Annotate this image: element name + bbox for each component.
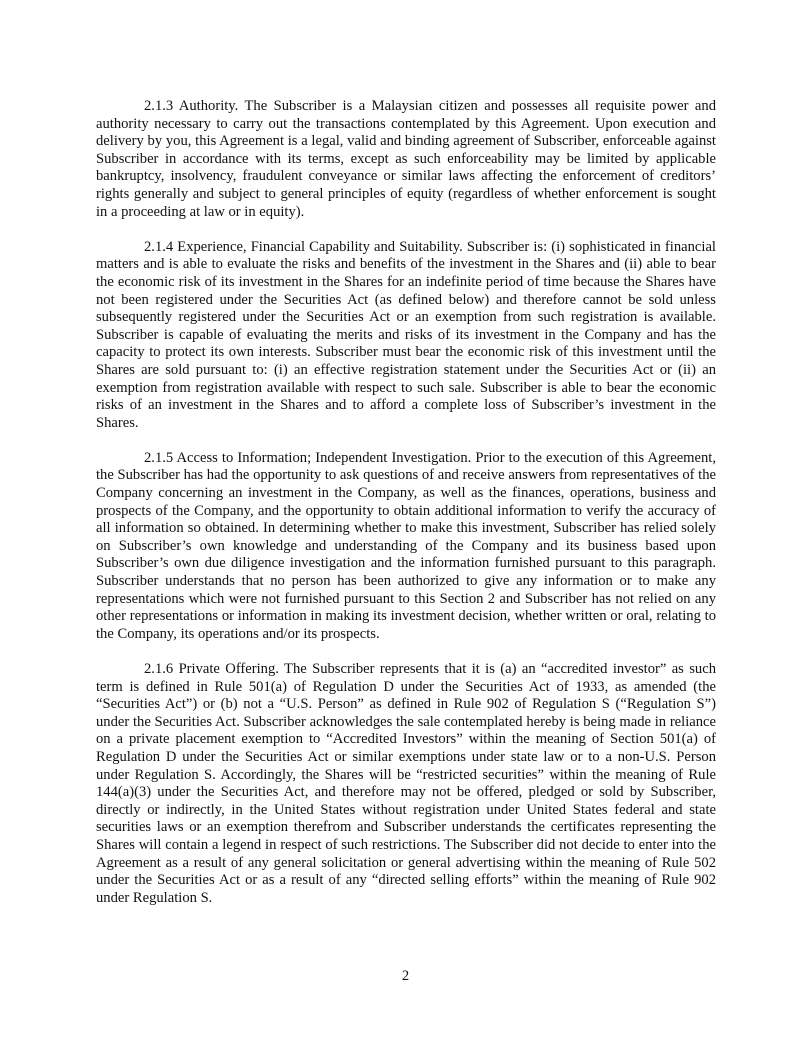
paragraph-2-1-4: 2.1.4 Experience, Financial Capability and Suitability. Subscriber is: (i) sophisticated in financial matters and is able to evaluate the risks and benefits of the investment in the Shares and (ii) able to bear the economic risk of its investment in the Shares for an indefinite period of time because the Shares have not been registered under the Securities Act (as defined below) and therefore cannot be sold unless subsequently registered under the Securities Act or an exemption from such registration is available. Subscriber is capable of evaluating the merits and risks of its investment in the Company and has the capacity to protect its own interests. Subscriber must bear the economic risk of this investment until the Shares are sold pursuant to: (i) an effective registration statement under the Securities Act or (ii) an exemption from registration available with respect to such sale. Subscriber is able to bear the economic risks of an investment in the Shares and to afford a complete loss of Subscriber’s investment in the Shares. (96, 238, 716, 431)
paragraph-2-1-6: 2.1.6 Private Offering. The Subscriber represents that it is (a) an “accredited investor” as such term is defined in Rule 501(a) of Regulation D under the Securities Act of 1933, as amended (the “Securities Act”) or (b) not a “U.S. Person” as defined in Rule 902 of Regulation S (“Regulation S”) under the Securities Act. Subscriber acknowledges the sale contemplated hereby is being made in reliance on a private placement exemption to “Accredited Investors” within the meaning of Section 501(a) of Regulation D under the Securities Act or similar exemptions under state law or to a non-U.S. Person under Regulation S. Accordingly, the Shares will be “restricted securities” within the meaning of Rule 144(a)(3) under the Securities Act, and therefore may not be offered, pledged or sold by Subscriber, directly or indirectly, in the United States without registration under United States federal and state securities laws or an exemption therefrom and Subscriber understands the certificates representing the Shares will contain a legend in respect of such restrictions. The Subscriber did not decide to enter into the Agreement as a result of any general solicitation or general advertising within the meaning of Rule 502 under the Securities Act or as a result of any “directed selling efforts” within the meaning of Rule 902 under Regulation S. (96, 661, 716, 906)
document-page (96, 98, 716, 925)
paragraph-2-1-3: 2.1.3 Authority. The Subscriber is a Malaysian citizen and possesses all requisite power and authority necessary to carry out the transactions contemplated by this Agreement. Upon execution and delivery by you, this Agreement is a legal, valid and binding agreement of Subscriber, enforceable against Subscriber in accordance with its terms, except as such enforceability may be limited by applicable bankruptcy, insolvency, fraudulent conveyance or similar laws affecting the enforcement of creditors’ rights generally and subject to general principles of equity (regardless of whether enforcement is sought in a proceeding at law or in equity). (96, 98, 716, 220)
page-number: 2 (401, 968, 410, 984)
paragraph-2-1-5: 2.1.5 Access to Information; Independent Investigation. Prior to the execution of this Agreement, the Subscriber has had the opportunity to ask questions of and receive answers from representatives of the Company concerning an investment in the Company, as well as the finances, operations, business and prospects of the Company, and the opportunity to obtain additional information to verify the accuracy of all information so obtained. In determining whether to make this investment, Subscriber has relied solely on Subscriber’s own knowledge and understanding of the Company and its business based upon Subscriber’s own due diligence investigation and the information furnished pursuant to this paragraph. Subscriber understands that no person has been authorized to give any information or to make any representations which were not furnished pursuant to this Section 2 and Subscriber has not relied on any other representations or information in making its investment decision, whether written or oral, relating to the Company, its operations and/or its prospects. (96, 449, 716, 642)
